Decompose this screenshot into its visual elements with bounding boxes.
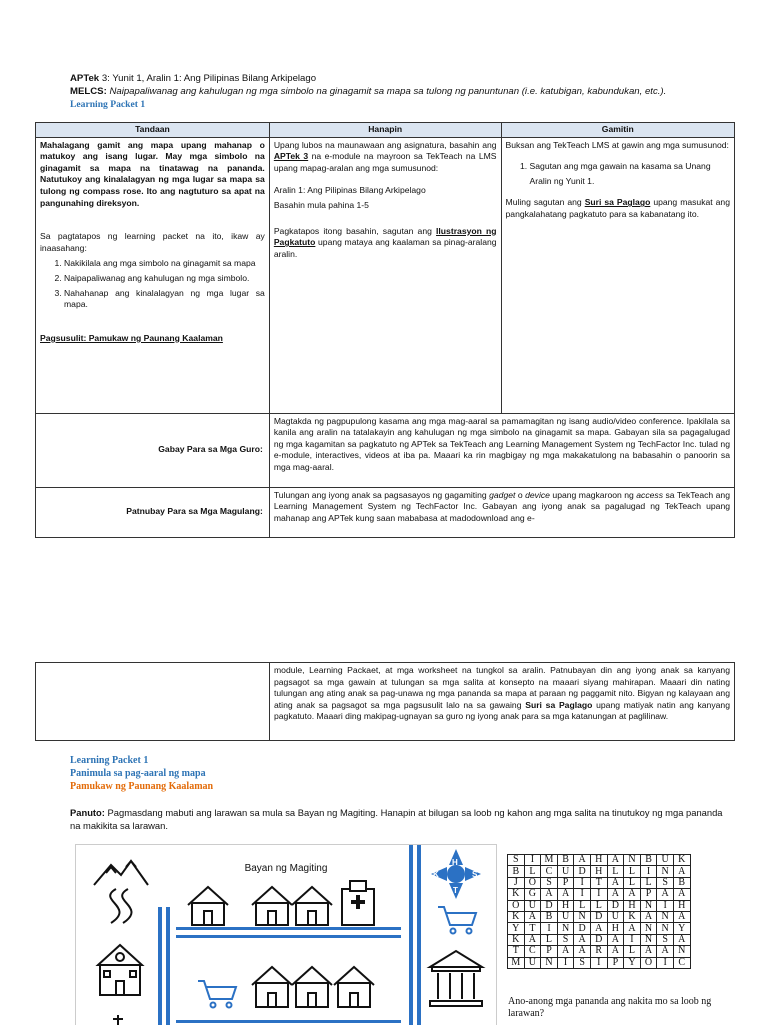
word-search-row: [508, 911, 691, 922]
list-item: 3. Nahahanap ang kinalalagyan ng mga lugar sa mapa.: [64, 288, 265, 311]
ilustrasyon-link[interactable]: Ilustrasyon ng Pagkatuto: [273, 225, 497, 248]
compass-icon: [431, 849, 481, 899]
house-icon: [292, 967, 332, 1007]
tandaan-summary: Mahalagang gamit ang mapa upang mahanap o matukoy ang isang lugar. May mga simbolo na ginagamit sa mapa na tinatawag na pananda. Natutukoy ang kinalalagyan ng mga lugar sa mapa sa tulong ng compass rose. Ito ang nagtuturo sa apat na pangunahing direksyon.: [40, 139, 265, 208]
word-search-cell[interactable]: P: [557, 877, 574, 888]
word-search-cell[interactable]: N: [657, 911, 674, 922]
word-search-cell[interactable]: M: [508, 957, 525, 968]
word-search-cell[interactable]: A: [557, 946, 574, 957]
house-icon: [252, 887, 292, 925]
word-search-cell[interactable]: L: [640, 877, 657, 888]
word-search-cell[interactable]: A: [557, 889, 574, 900]
word-search-cell[interactable]: I: [524, 855, 541, 866]
word-search-row: [508, 889, 691, 900]
word-search-cell[interactable]: U: [524, 900, 541, 911]
word-search-cell[interactable]: A: [624, 889, 641, 900]
guro-text: Magtakda ng pagpupulong kasama ang mga mag-aaral sa pamamagitan ng isang audio/video conference. Ipakilala sa kanila ang aralin na tatalakayin ang kahulugan ng mga simbolo na ginagamit sa mapa. Gabayan sila sa pagagalugad ng mga kagamitan sa pagkatuto ng APTek sa TekTeach ang Learning Management System ng TechFactor Inc. tulad ng e-module, interactives, videos at iba pa. Maaari ka rin magbigay ng mga makakatulong na babasahin o panoorin sa mga mag-aaral.: [269, 413, 734, 487]
river-icon: [110, 889, 131, 923]
word-search-cell[interactable]: T: [524, 923, 541, 934]
word-search-cell[interactable]: D: [590, 934, 607, 945]
word-search-cell[interactable]: A: [524, 934, 541, 945]
market-cart-icon: [198, 981, 236, 1008]
school-icon: [98, 945, 142, 995]
word-search-cell[interactable]: I: [557, 957, 574, 968]
word-search-cell[interactable]: K: [624, 911, 641, 922]
word-search-cell[interactable]: U: [557, 911, 574, 922]
word-search-question: Ano-anong mga pananda ang nakita mo sa loob ng larawan?: [508, 996, 712, 1019]
hanapin-p1: Upang lubos na maunawaan ang asignatura, basahin ang APTek 3 na e-module na mayroon sa TekTeach na LMS upang mapag-aralan ang mga sumusunod:: [273, 139, 497, 173]
word-search-cell[interactable]: A: [673, 889, 690, 900]
lesson-table: [35, 122, 735, 538]
word-search-cell[interactable]: K: [673, 855, 690, 866]
word-search-cell[interactable]: L: [607, 866, 624, 877]
word-search-cell[interactable]: L: [541, 934, 558, 945]
word-search-row: [508, 855, 691, 866]
section-titles: [70, 754, 213, 793]
svg-text:S: S: [472, 870, 478, 879]
packet-title: Learning Packet 1: [70, 99, 146, 110]
word-search-cell[interactable]: C: [524, 946, 541, 957]
list-item: 1. Sagutan ang mga gawain na kasama sa Unang Aralin ng Yunit 1.: [530, 159, 730, 189]
word-search-cell[interactable]: D: [541, 900, 558, 911]
word-search-cell[interactable]: A: [673, 934, 690, 945]
word-search-cell[interactable]: A: [624, 923, 641, 934]
word-search-cell[interactable]: I: [541, 923, 558, 934]
word-search-cell[interactable]: A: [607, 946, 624, 957]
word-search-cell[interactable]: N: [640, 900, 657, 911]
guro-label: Gabay Para sa Mga Guro:: [36, 413, 270, 487]
continuation-text: module, Learning Packaet, at mga worksheet na tungkol sa aralin. Patnubayan din ang iyong anak sa kanyang pagsagot sa mga gawain at tulungan sa mga salita at konsepto na maaari siyang mahirapan. Maaari din nating tulungan ang ating anak sa pag-unawa ng mga pananda sa mapa at paraan ng paggamit nito. Bigyan ng kalayaan ang ating anak sa pagsagot sa mga pagsusulit lalo na sa gawaing Suri sa Paglago upang matiyak natin ang kanyang pagkatuto. Maaari ding makipag-ugnayan sa guro ng iyong anak para sa mga katanungan at paglilinaw.: [270, 663, 735, 741]
section-panimula: Panimula sa pag-aaral ng mapa: [70, 768, 206, 779]
word-search-cell[interactable]: Y: [624, 957, 641, 968]
word-search-cell[interactable]: A: [590, 923, 607, 934]
col-header-gamitin: Gamitin: [501, 123, 734, 138]
word-search-cell[interactable]: J: [508, 877, 525, 888]
word-search-cell[interactable]: I: [590, 889, 607, 900]
house-icon: [252, 967, 292, 1007]
word-search-cell[interactable]: A: [574, 855, 591, 866]
word-search-cell[interactable]: I: [657, 957, 674, 968]
word-search-cell[interactable]: B: [640, 855, 657, 866]
word-search-grid: [507, 854, 691, 969]
word-search-cell[interactable]: K: [508, 889, 525, 900]
word-search-cell[interactable]: P: [541, 946, 558, 957]
word-search-cell[interactable]: U: [524, 957, 541, 968]
word-search-row: [508, 957, 691, 968]
objectives-intro: Sa pagtatapos ng learning packet na ito, ikaw ay inaasahang:: [40, 231, 265, 253]
word-search-cell[interactable]: B: [673, 877, 690, 888]
word-search-cell[interactable]: I: [624, 934, 641, 945]
word-search-cell[interactable]: A: [607, 855, 624, 866]
house-icon: [188, 887, 228, 925]
map-drawing: [76, 845, 496, 1025]
melcs-line: MELCS: Naipapaliwanag ang kahulugan ng mga simbolo na ginagamit sa mapa sa tulong ng panuntunan (i.e. katubigan, kabundukan, etc.).: [70, 86, 667, 97]
aptek-line: APTek 3: Yunit 1, Aralin 1: Ang Pilipinas Bilang Arkipelago: [70, 73, 317, 84]
word-search-cell[interactable]: K: [508, 934, 525, 945]
word-search-cell[interactable]: S: [574, 957, 591, 968]
word-search-cell[interactable]: M: [541, 855, 558, 866]
word-search-cell[interactable]: P: [607, 957, 624, 968]
map-title: Bayan ng Magiting: [244, 863, 328, 874]
hanapin-p3: Pagkatapos itong basahin, sagutan ang Ilustrasyon ng Pagkatuto upang mataya ang kaalaman sa pinag-aralang aralin.: [273, 225, 497, 259]
word-search-cell[interactable]: T: [508, 946, 525, 957]
word-search-cell[interactable]: N: [657, 923, 674, 934]
word-search-cell[interactable]: N: [640, 934, 657, 945]
gamitin-p1: Buksan ang TekTeach LMS at gawin ang mga sumusunod:: [505, 139, 729, 150]
word-search-cell[interactable]: H: [607, 923, 624, 934]
word-search-cell[interactable]: I: [590, 957, 607, 968]
word-search-cell[interactable]: H: [590, 855, 607, 866]
tandaan-cell: [36, 137, 270, 413]
word-search-cell[interactable]: B: [557, 855, 574, 866]
word-search-cell[interactable]: L: [574, 900, 591, 911]
word-search-cell[interactable]: C: [541, 866, 558, 877]
word-search-cell[interactable]: A: [673, 911, 690, 922]
panuto: Panuto: Pagmasdang mabuti ang larawan sa mula sa Bayan ng Magiting. Hanapin at bilugan sa loob ng kahon ang mga salita na tinutukoy ng mga pananda na makikita sa larawan.: [70, 807, 723, 831]
word-search-row: [508, 866, 691, 877]
word-search-cell[interactable]: B: [541, 911, 558, 922]
word-search-cell[interactable]: B: [508, 866, 525, 877]
word-search-cell[interactable]: C: [673, 957, 690, 968]
word-search-row: [508, 900, 691, 911]
gamitin-p2: Muling sagutan ang Suri sa Paglago upang masukat ang pangkalahatang pagkatuto para sa kabanatang ito.: [505, 197, 730, 219]
word-search-cell[interactable]: A: [541, 889, 558, 900]
word-search-cell[interactable]: N: [574, 911, 591, 922]
word-search-cell[interactable]: S: [508, 855, 525, 866]
municipal-hall-icon: [430, 951, 482, 1006]
word-search-cell[interactable]: A: [574, 934, 591, 945]
word-search-cell[interactable]: H: [557, 900, 574, 911]
svg-text:H: H: [452, 858, 458, 867]
word-search-cell[interactable]: Y: [673, 923, 690, 934]
word-search-cell[interactable]: G: [524, 889, 541, 900]
word-search-cell[interactable]: L: [590, 900, 607, 911]
word-search-cell[interactable]: A: [657, 889, 674, 900]
word-search-cell[interactable]: O: [508, 900, 525, 911]
hanapin-cell: [269, 137, 501, 413]
word-search-cell[interactable]: L: [624, 946, 641, 957]
word-search-cell[interactable]: P: [640, 889, 657, 900]
mountain-icon: [94, 861, 148, 885]
word-search-cell[interactable]: O: [524, 877, 541, 888]
house-icon: [334, 967, 374, 1007]
continuation-empty-cell: [36, 663, 270, 741]
word-search-row: [508, 877, 691, 888]
document-header: [70, 72, 750, 111]
list-item: 2. Naipapaliwanag ang kahulugan ng mga simbolo.: [64, 273, 265, 285]
word-search-cell[interactable]: S: [657, 877, 674, 888]
suri-link[interactable]: Suri sa Paglago: [584, 197, 651, 208]
word-search-cell[interactable]: U: [657, 855, 674, 866]
hanapin-pages: Basahin mula pahina 1-5: [273, 199, 369, 210]
word-search-cell[interactable]: T: [590, 877, 607, 888]
word-search-cell[interactable]: N: [541, 957, 558, 968]
gamitin-cell: [501, 137, 734, 413]
map-illustration: [75, 844, 497, 1025]
list-item: 1. Nakikilala ang mga simbolo na ginagamit sa mapa: [64, 258, 265, 270]
continuation-table: [35, 662, 735, 741]
word-search-cell[interactable]: I: [574, 889, 591, 900]
word-search-cell[interactable]: I: [640, 866, 657, 877]
word-search-cell[interactable]: L: [624, 866, 641, 877]
word-search-cell[interactable]: H: [624, 900, 641, 911]
aptek3-link[interactable]: APTek 3: [273, 151, 309, 162]
word-search-cell[interactable]: A: [607, 889, 624, 900]
word-search-cell[interactable]: A: [657, 946, 674, 957]
word-search-cell[interactable]: A: [607, 877, 624, 888]
section-pamukaw: Pamukaw ng Paunang Kaalaman: [70, 781, 214, 792]
word-search-cell[interactable]: K: [508, 911, 525, 922]
word-search-cell[interactable]: Y: [508, 923, 525, 934]
word-search-cell[interactable]: H: [673, 900, 690, 911]
word-search-cell[interactable]: A: [640, 946, 657, 957]
word-search-cell[interactable]: S: [657, 934, 674, 945]
word-search-cell[interactable]: N: [624, 855, 641, 866]
word-search-cell[interactable]: U: [607, 911, 624, 922]
market-cart-icon: [438, 907, 476, 934]
word-search-cell[interactable]: L: [624, 877, 641, 888]
word-search-cell[interactable]: H: [590, 866, 607, 877]
word-search-cell[interactable]: D: [574, 866, 591, 877]
word-search-cell[interactable]: A: [524, 911, 541, 922]
word-search-cell[interactable]: R: [590, 946, 607, 957]
magulang-label: Patnubay Para sa Mga Magulang:: [36, 487, 270, 537]
word-search-row: [508, 923, 691, 934]
word-search-cell[interactable]: D: [607, 900, 624, 911]
word-search-cell[interactable]: S: [541, 877, 558, 888]
word-search-cell[interactable]: S: [557, 934, 574, 945]
word-search-cell[interactable]: A: [673, 866, 690, 877]
house-icon: [292, 887, 332, 925]
col-header-hanapin: Hanapin: [269, 123, 501, 138]
word-search-cell[interactable]: I: [574, 877, 591, 888]
svg-text:K: K: [433, 870, 439, 879]
word-search-cell[interactable]: D: [574, 923, 591, 934]
gamitin-list: [506, 159, 730, 189]
word-search-row: [508, 946, 691, 957]
word-search-cell[interactable]: N: [557, 923, 574, 934]
col-header-tandaan: Tandaan: [36, 123, 270, 138]
section-packet: Learning Packet 1: [70, 755, 149, 766]
word-search-cell[interactable]: I: [657, 900, 674, 911]
pagsusulit-link[interactable]: Pagsusulit: Pamukaw ng Paunang Kaalaman: [40, 332, 223, 343]
word-search-cell[interactable]: L: [524, 866, 541, 877]
hanapin-lesson: Aralin 1: Ang Pilipinas Bilang Arkipelago: [273, 185, 426, 196]
word-search-cell[interactable]: N: [657, 866, 674, 877]
word-search-cell[interactable]: N: [673, 946, 690, 957]
word-search-cell[interactable]: D: [590, 911, 607, 922]
word-search-cell[interactable]: O: [640, 957, 657, 968]
word-search-row: [508, 934, 691, 945]
magulang-text: Tulungan ang iyong anak sa pagsasayos ng gagamiting gadget o device upang magkaroon ng access sa TekTeach ang Learning Management System ng TechFactor Inc. Gabayan ang iyong anak sa pagalugad ng TekTeach upang mahanap ang APTek kung saan mababasa at madodownload ang e-: [269, 487, 734, 537]
word-search-cell[interactable]: A: [640, 911, 657, 922]
word-search-cell[interactable]: U: [557, 866, 574, 877]
svg-text:T: T: [453, 886, 458, 895]
objectives-list: [40, 258, 265, 310]
word-search-cell[interactable]: A: [574, 946, 591, 957]
word-search-cell[interactable]: A: [607, 934, 624, 945]
word-search-cell[interactable]: N: [640, 923, 657, 934]
